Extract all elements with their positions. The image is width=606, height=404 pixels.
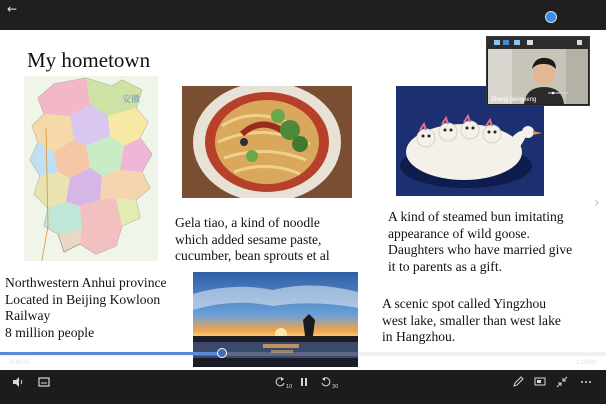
volume-icon[interactable] <box>12 376 24 392</box>
caption-line: Northwestern Anhui province <box>5 275 167 290</box>
forward-seconds: 30 <box>332 384 339 390</box>
participant-video <box>488 49 588 104</box>
west-lake-caption <box>382 296 561 346</box>
progress-fill <box>0 352 222 355</box>
camera-toolbar <box>487 37 589 49</box>
hometown-caption <box>5 275 167 341</box>
grid-icon[interactable] <box>527 40 533 45</box>
back-arrow-icon[interactable]: ← <box>6 2 18 16</box>
caption-line: Located in Beijing Kowloon <box>5 291 161 307</box>
caption-line: A scenic spot called Yingzhou <box>382 296 547 311</box>
caption-line: in Hangzhou. <box>382 329 456 344</box>
caption-line: west lake, smaller than west lake <box>382 312 561 328</box>
camera-overlay[interactable] <box>486 36 590 106</box>
goose-bun-caption <box>388 209 572 275</box>
participant-name: Zheng pengpeng <box>491 97 537 103</box>
pause-icon[interactable] <box>298 376 310 392</box>
top-bar <box>0 0 606 30</box>
progress-bar[interactable] <box>0 352 606 356</box>
forward-button[interactable] <box>320 376 338 393</box>
layout-split-icon[interactable] <box>514 40 520 45</box>
captions-icon[interactable] <box>38 376 50 392</box>
layout-icon[interactable] <box>494 40 500 45</box>
noodle-photo <box>182 86 352 198</box>
caption-line: Railway <box>5 308 51 323</box>
more-icon[interactable] <box>580 376 592 392</box>
progress-knob[interactable] <box>217 348 227 358</box>
recording-indicator-icon <box>545 11 557 23</box>
map-label: 安徽 <box>122 95 141 105</box>
slide-title: My hometown <box>27 48 151 72</box>
anhui-map-image <box>24 76 158 261</box>
caption-line: appearance of wild goose. <box>388 225 530 241</box>
caption-line: Daughters who have married give <box>388 242 573 257</box>
duration-time: 1:18:03 <box>575 360 596 366</box>
caption-line: Gela tiao, a kind of noodle <box>175 215 320 230</box>
elapsed-time: 0:43:45 <box>10 360 31 366</box>
caption-line: A kind of steamed bun imitating <box>388 209 564 224</box>
rewind-button[interactable] <box>274 376 292 393</box>
pen-icon[interactable] <box>512 376 524 392</box>
caption-line: which added sesame paste, <box>175 231 322 247</box>
player-controls <box>0 370 606 404</box>
screen-icon[interactable] <box>534 376 546 392</box>
rewind-seconds: 10 <box>286 384 293 390</box>
caption-line: cucumber, bean sprouts et al <box>175 248 330 263</box>
caption-line: it to parents as a gift. <box>388 258 503 274</box>
noodle-caption <box>175 215 330 265</box>
caption-line: 8 million people <box>5 324 95 340</box>
layout-active-icon[interactable] <box>503 40 509 45</box>
maximize-icon[interactable] <box>577 40 582 45</box>
next-slide-icon[interactable]: › <box>594 195 600 211</box>
collapse-icon[interactable] <box>556 376 568 392</box>
